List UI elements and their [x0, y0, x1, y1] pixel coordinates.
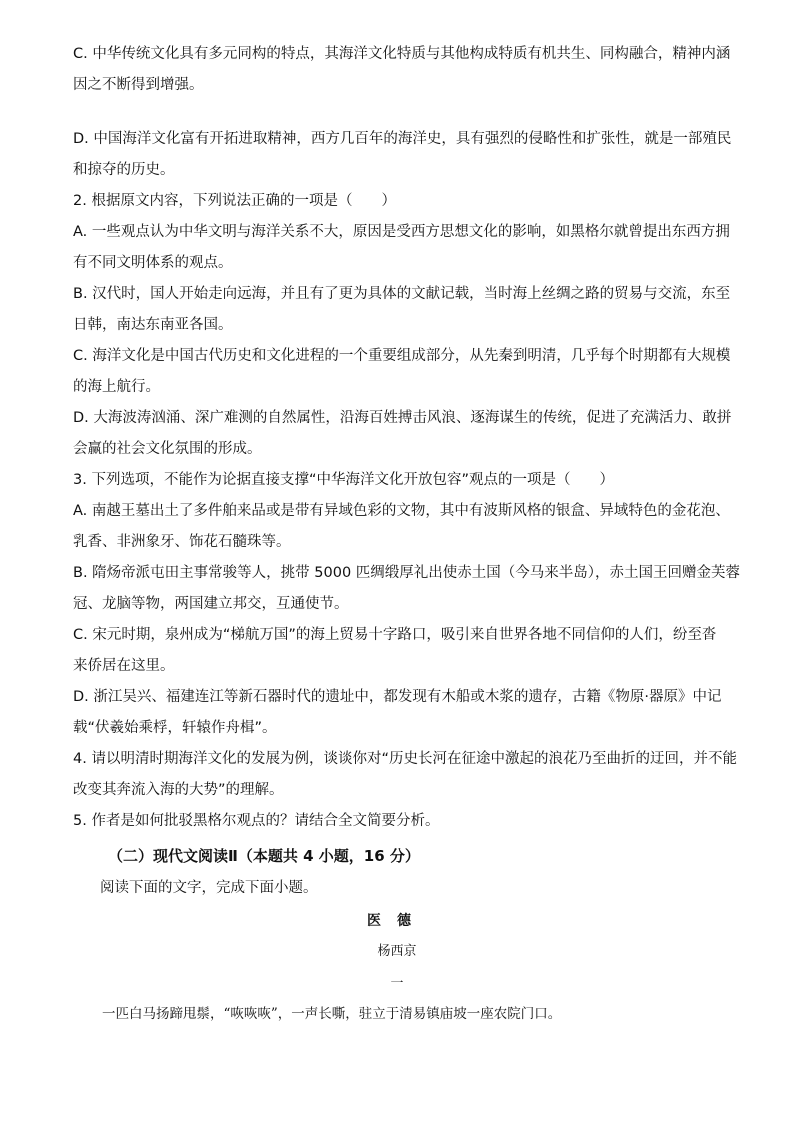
q3-option-a-line-1: A. 南越王墓出土了多件舶来品或是带有异域色彩的文物，其中有波斯风格的银盒、异域特色的金花泡、	[73, 503, 730, 519]
story-author: 杨西京	[377, 944, 417, 959]
option-c-line-1: C. 中华传统文化具有多元同构的特点，其海洋文化特质与其他构成特质有机共生、同构融合，精神内涵	[73, 46, 731, 62]
q3-option-a-line-2: 乳香、非洲象牙、饰花石髓珠等。	[73, 534, 291, 550]
section-heading: （二）现代文阅读Ⅱ（本题共 4 小题，16 分）	[108, 847, 420, 865]
q2-option-c-line-1: C. 海洋文化是中国古代历史和文化进程的一个重要组成部分，从先秦到明清，几乎每个时期都有大规模	[73, 348, 731, 364]
q2-option-d-line-2: 会赢的社会文化氛围的形成。	[73, 441, 262, 457]
story-first-line: 一匹白马扬蹄甩鬃，“咴咴咴”，一声长嘶，驻立于清易镇庙坡一座农院门口。	[102, 1006, 562, 1022]
question-4-line-2: 改变其奔流入海的大势”的理解。	[73, 782, 284, 798]
q2-option-b-line-1: B. 汉代时，国人开始走向远海，并且有了更为具体的文献记载，当时海上丝绸之路的贸易与交流，东至	[73, 286, 731, 302]
option-c-line-2: 因之不断得到增强。	[73, 77, 204, 93]
q2-option-a-line-2: 有不同文明体系的观点。	[73, 255, 233, 271]
q2-option-d-line-1: D. 大海波涛汹涌、深广难测的自然属性，沿海百姓搏击风浪、逐海谋生的传统，促进了充满活力、敢拼	[73, 410, 732, 426]
q3-option-b-line-1: B. 隋炀帝派屯田主事常骏等人，挑带 5000 匹绸缎厚礼出使赤土国（今马来半岛），赤土国王回赠金芙蓉	[73, 565, 741, 581]
question-2: 2. 根据原文内容，下列说法正确的一项是（ ）	[73, 193, 396, 209]
q3-option-c-line-2: 来侨居在这里。	[73, 658, 175, 674]
question-3: 3. 下列选项，不能作为论据直接支撑“中华海洋文化开放包容”观点的一项是（ ）	[73, 472, 614, 488]
story-part-number: 一	[390, 976, 404, 991]
option-d-line-2: 和掠夺的历史。	[73, 162, 175, 178]
q2-option-c-line-2: 的海上航行。	[73, 379, 160, 395]
q3-option-d-line-2: 载“伏羲始乘桴，轩辕作舟楫”。	[73, 720, 277, 736]
q3-option-c-line-1: C. 宋元时期，泉州成为“梯航万国”的海上贸易十字路口，吸引来自世界各地不同信仰的人们，纷至沓	[73, 627, 717, 643]
reading-instruction: 阅读下面的文字，完成下面小题。	[100, 880, 318, 896]
q3-option-d-line-1: D. 浙江吴兴、福建连江等新石器时代的遗址中，都发现有木船或木浆的遗存，古籍《物原·器原》中记	[73, 689, 722, 705]
question-5: 5. 作者是如何批驳黑格尔观点的？请结合全文简要分析。	[73, 813, 440, 829]
q2-option-a-line-1: A. 一些观点认为中华文明与海洋关系不大，原因是受西方思想文化的影响，如黑格尔就曾提出东西方拥	[73, 224, 730, 240]
question-4-line-1: 4. 请以明清时期海洋文化的发展为例，谈谈你对“历史长河在征途中激起的浪花乃至曲折的迂回，并不能	[73, 751, 737, 767]
story-title: 医德	[367, 913, 427, 929]
q2-option-b-line-2: 日韩，南达东南亚各国。	[73, 317, 233, 333]
q3-option-b-line-2: 冠、龙脑等物，两国建立邦交，互通使节。	[73, 596, 349, 612]
option-d-line-1: D. 中国海洋文化富有开拓进取精神，西方几百年的海洋史，具有强烈的侵略性和扩张性，就是一部殖民	[73, 131, 732, 147]
